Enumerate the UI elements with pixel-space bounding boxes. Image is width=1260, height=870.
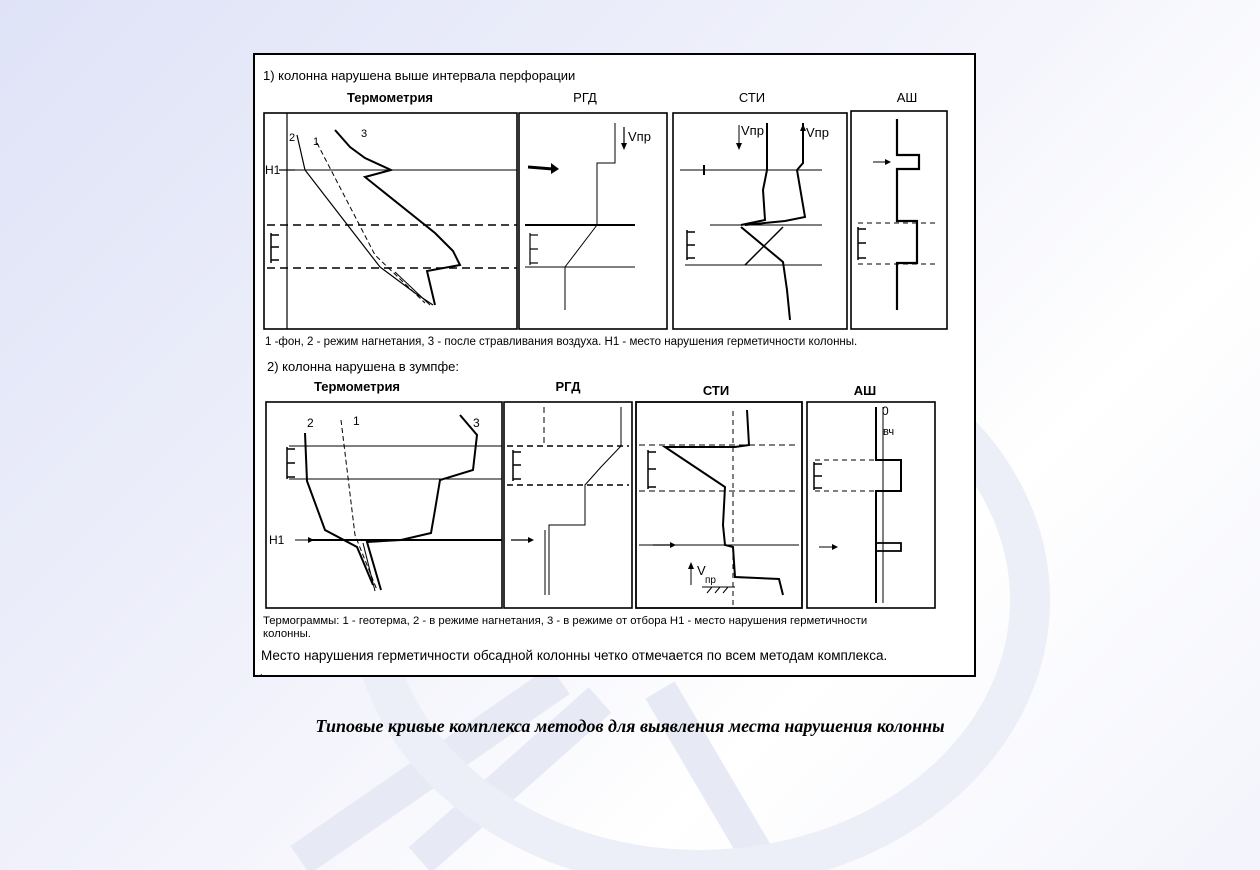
ash2-header: АШ xyxy=(853,383,877,398)
curve-label-1: 1 xyxy=(313,136,320,148)
diagram-figure xyxy=(255,55,978,679)
sti2-header: СТИ xyxy=(702,383,730,398)
section1-legend: 1 -фон, 2 - режим нагнетания, 3 - после стравливания воздуха. Н1 - место нарушения герметичности колонны. xyxy=(265,336,858,348)
rgd1-header: РГД xyxy=(573,90,597,105)
sti2-velocity-label: V xyxy=(697,563,706,578)
rgd2-header: РГД xyxy=(555,379,581,394)
depth-label-h1: Н1 xyxy=(265,163,281,177)
rgd2-panel xyxy=(504,402,632,608)
corner-dot: . xyxy=(260,667,263,677)
curve-label-3: 3 xyxy=(473,416,480,430)
curve-label-2: 2 xyxy=(289,132,296,144)
section2-legend-line1: Термограммы: 1 - геотерма, 2 - в режиме нагнетания, 3 - в режиме от отбора Н1 - место нарушения герметичности xyxy=(263,615,868,627)
sti1-velocity-left: Vпр xyxy=(741,123,764,138)
section1-title: 1) колонна нарушена выше интервала перфорации xyxy=(263,68,576,83)
figure-caption: Типовые кривые комплекса методов для выявления места нарушения колонны xyxy=(315,716,945,736)
curve-label-2: 2 xyxy=(307,416,314,430)
sti2-velocity-subscript: пр xyxy=(705,575,716,586)
ash2-unit-label: вч xyxy=(883,426,895,438)
ash2-panel xyxy=(807,402,935,608)
figure-frame xyxy=(253,53,976,677)
thermo2-panel xyxy=(266,402,502,608)
ash1-header: АШ xyxy=(896,90,918,105)
depth-label-h1: Н1 xyxy=(269,533,285,547)
sti1-panel xyxy=(673,113,847,329)
section2-legend-line2: колонны. xyxy=(263,628,311,640)
ash2-zero-label: 0 xyxy=(882,404,889,418)
rgd1-velocity-label: Vпр xyxy=(628,129,651,144)
rgd1-panel xyxy=(519,113,667,329)
thermo1-panel xyxy=(264,113,517,329)
section2-conclusion: Место нарушения герметичности обсадной колонны четко отмечается по всем методам комплекса. xyxy=(261,648,888,663)
section2-title: 2) колонна нарушена в зумпфе: xyxy=(267,359,459,374)
thermo2-header: Термометрия xyxy=(313,379,401,394)
curve-label-3: 3 xyxy=(361,128,368,140)
ash1-panel xyxy=(851,111,947,329)
sti1-velocity-right: Vпр xyxy=(806,125,829,140)
sti1-header: СТИ xyxy=(738,90,766,105)
thermo1-header: Термометрия xyxy=(346,90,434,105)
curve-label-1: 1 xyxy=(353,414,360,428)
sti2-panel xyxy=(636,402,802,608)
